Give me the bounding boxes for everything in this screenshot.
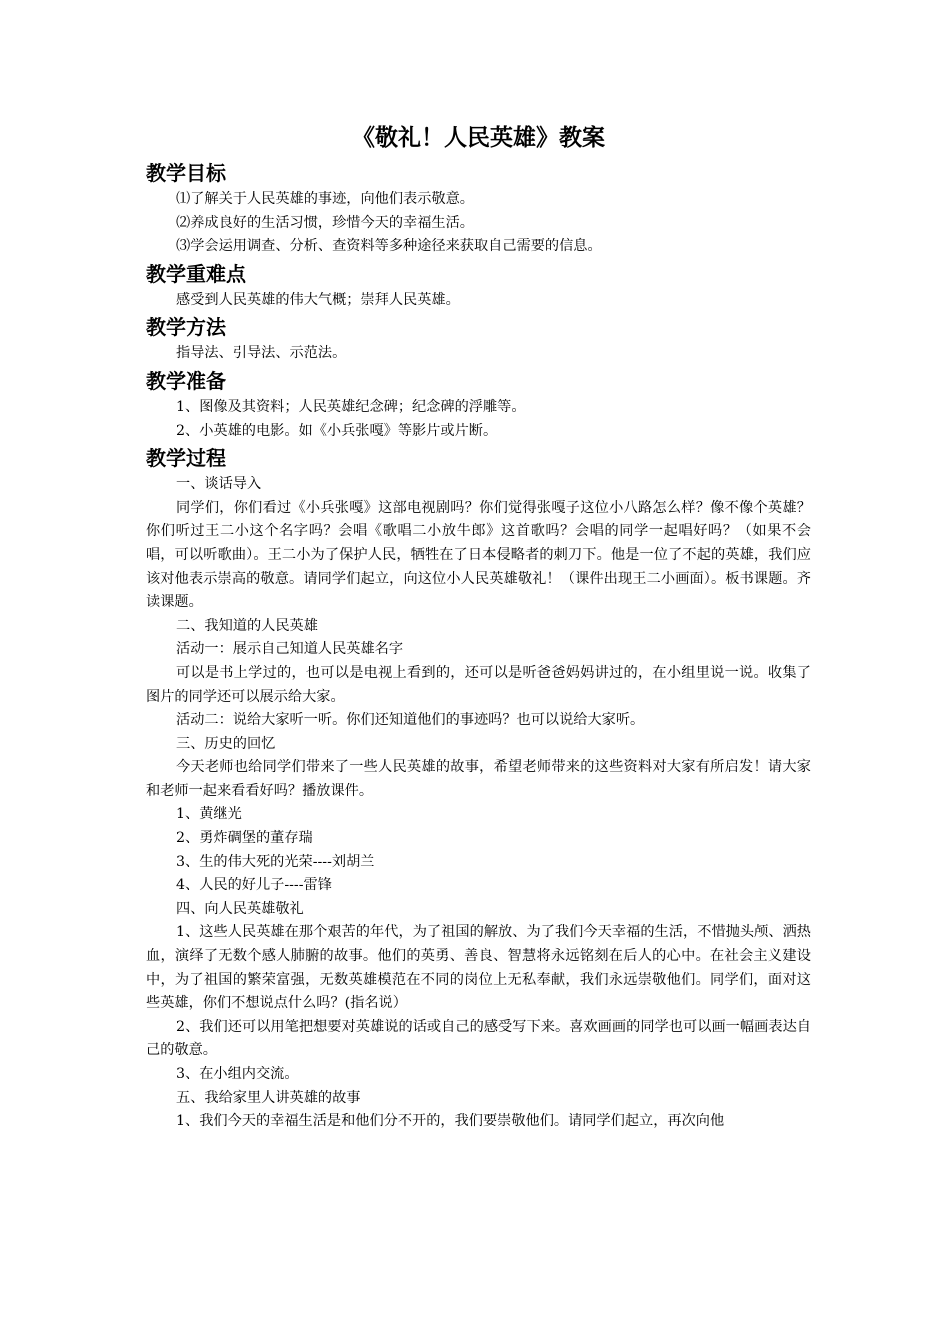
- section: [146, 259, 811, 313]
- body-paragraph: 3、在小组内交流。: [176, 1066, 299, 1082]
- body-paragraph: 同学们，你们看过《小兵张嘎》这部电视剧吗？你们觉得张嘎子这位小八路怎么样？像不像个英雄？你们听过王二小这个名字吗？会唱《歌唱二小放牛郎》这首歌吗？会唱的同学一起唱好吗？（如果不会唱，可以听歌曲）。王二小为了保护人民，牺牲在了日本侵略者的刺刀下。他是一位了不起的英雄，我们应该对他表示崇高的敬意。请同学们起立，向这位小人民英雄敬礼！（课件出现王二小画面）。板书课题。齐读课题。: [146, 499, 811, 611]
- body-paragraph: 今天老师也给同学们带来了一些人民英雄的故事，希望老师带来的这些资料对大家有所启发！请大家和老师一起来看看好吗？播放课件。: [146, 759, 811, 799]
- section: [146, 366, 811, 443]
- body-paragraph: 2、勇炸碉堡的董存瑞: [176, 830, 313, 847]
- section-heading: 教学过程: [146, 446, 226, 471]
- body-paragraph: 2、小英雄的电影。如《小兵张嘎》等影片或片断。: [176, 422, 498, 439]
- body-paragraph: 4、人民的好儿子----雷锋: [176, 877, 332, 894]
- body-paragraph: 五、我给家里人讲英雄的故事: [176, 1089, 361, 1106]
- section-heading: 教学方法: [146, 315, 226, 340]
- body-paragraph: 1、图像及其资料；人民英雄纪念碑；纪念碑的浮雕等。: [176, 398, 526, 415]
- body-paragraph: 指导法、引导法、示范法。: [176, 345, 347, 362]
- section-heading: 教学准备: [146, 368, 226, 393]
- body-paragraph: 一、谈话导入: [176, 476, 262, 493]
- document-page: [146, 118, 811, 1134]
- body-paragraph: ⑴了解关于人民英雄的事迹，向他们表示敬意。: [176, 191, 474, 207]
- section: [146, 158, 811, 259]
- section-heading: 教学目标: [146, 161, 226, 185]
- body-paragraph: 3、生的伟大死的光荣----刘胡兰: [176, 853, 375, 870]
- body-paragraph: 三、历史的回忆: [176, 735, 276, 752]
- body-paragraph: 可以是书上学过的，也可以是电视上看到的，还可以是听爸爸妈妈讲过的，在小组里说一说。收集了图片的同学还可以展示给大家。: [146, 664, 811, 705]
- section-heading: 教学重难点: [146, 261, 246, 286]
- body-paragraph: 四、向人民英雄敬礼: [176, 900, 304, 917]
- body-paragraph: 1、我们今天的幸福生活是和他们分不开的，我们要崇敬他们。请同学们起立，再次向他: [176, 1113, 725, 1130]
- document-title: 《敬礼！人民英雄》教案: [352, 125, 605, 151]
- body-paragraph: 二、我知道的人民英雄: [176, 617, 318, 634]
- body-paragraph: 1、黄继光: [176, 806, 242, 823]
- section: [146, 443, 811, 1134]
- body-paragraph: 活动一：展示自己知道人民英雄名字: [176, 641, 404, 658]
- body-paragraph: 2、我们还可以用笔把想要对英雄说的话或自己的感受写下来。喜欢画画的同学也可以画一幅画表达自己的敬意。: [146, 1018, 811, 1059]
- body-paragraph: ⑶学会运用调查、分析、查资料等多种途径来获取自己需要的信息。: [176, 238, 602, 255]
- document-body: [146, 158, 811, 1134]
- section: [146, 312, 811, 366]
- body-paragraph: 活动二：说给大家听一听。你们还知道他们的事迹吗？也可以说给大家听。: [176, 712, 645, 729]
- body-paragraph: 感受到人民英雄的伟大气概；崇拜人民英雄。: [176, 291, 460, 308]
- body-paragraph: 1、这些人民英雄在那个艰苦的年代，为了祖国的解放、为了我们今天幸福的生活，不惜抛头颅、洒热血，演绎了无数个感人肺腑的故事。他们的英勇、善良、智慧将永远铭刻在后人的心中。在社会主义建设中，为了祖国的繁荣富强，无数英雄模范在不同的岗位上无私奉献，我们永远崇敬他们。同学们，面对这些英雄，你们不想说点什么吗？(指名说）: [146, 924, 811, 1012]
- body-paragraph: ⑵养成良好的生活习惯，珍惜今天的幸福生活。: [176, 214, 474, 231]
